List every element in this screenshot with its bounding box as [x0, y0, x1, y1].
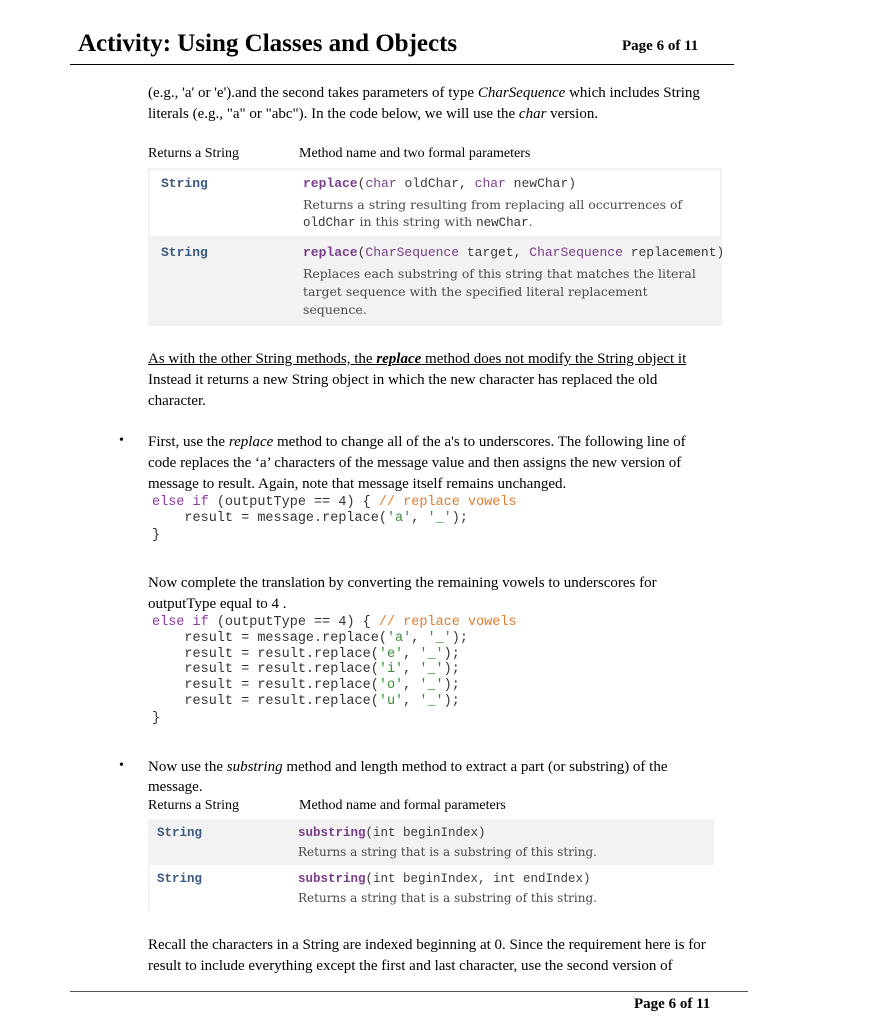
bullet-marker: • — [119, 433, 124, 448]
table2-row1-signature: substring(int beginIndex) — [298, 826, 486, 840]
bullet1-line-3: message to result. Again, note that message itself remains unchanged. — [148, 476, 567, 492]
table2-row1-return: String — [157, 826, 203, 840]
table1-row1-return: String — [161, 176, 208, 191]
bullet-marker: • — [119, 758, 124, 773]
code2-line-a: result = message.replace('a', '_'); — [152, 631, 468, 646]
complete-line-1: Now complete the translation by converting the remaining vowels to underscores for — [148, 575, 657, 591]
table1-col-method: Method name and two formal parameters — [299, 146, 531, 161]
table1-row2-desc-line3: sequence. — [303, 302, 367, 317]
code2-close: } — [152, 711, 161, 726]
bullet1-line-1: First, use the replace method to change all of the a's to underscores. The following line of — [148, 434, 686, 450]
table1-row1-signature: replace(char oldChar, char newChar) — [303, 176, 577, 191]
code1-line-2: result = message.replace('a', '_'); — [152, 511, 468, 526]
page-number-bottom: Page 6 of 11 — [634, 996, 711, 1012]
code2-line-1: else if (outputType == 4) { // replace vowels — [152, 615, 517, 630]
table1-row2-signature: replace(CharSequence target, CharSequence replacement) — [303, 245, 725, 260]
table1-row1-desc-line2: oldChar in this string with newChar. — [303, 214, 533, 230]
code2-line-u: result = result.replace('u', '_'); — [152, 694, 460, 709]
header-rule — [70, 64, 734, 65]
bullet2-line-2: message. — [148, 779, 203, 795]
intro-line-1: (e.g., 'a' or 'e').and the second takes parameters of type CharSequence which includes String — [148, 85, 700, 101]
table1-row1-desc-line1: Returns a string resulting from replacing all occurrences of — [303, 197, 683, 212]
recall-line-1: Recall the characters in a String are indexed beginning at 0. Since the requirement here is for — [148, 937, 706, 953]
code1-close: } — [152, 528, 161, 543]
recall-line-2: result to include everything except the first and last character, use the second version of — [148, 958, 673, 974]
table2-col-returns: Returns a String — [148, 798, 239, 813]
note-line-3: character. — [148, 393, 206, 409]
complete-line-2: outputType equal to 4 . — [148, 596, 287, 612]
intro-line-2: literals (e.g., "a" or "abc"). In the code below, we will use the char version. — [148, 106, 599, 122]
table2-row2-signature: substring(int beginIndex, int endIndex) — [298, 872, 591, 886]
table1-col-returns: Returns a String — [148, 146, 239, 161]
table2-row1-desc: Returns a string that is a substring of this string. — [298, 845, 597, 859]
code1-line-1: else if (outputType == 4) { // replace vowels — [152, 495, 517, 510]
note-line-1: As with the other String methods, the replace method does not modify the String object it — [148, 351, 687, 367]
code2-line-e: result = result.replace('e', '_'); — [152, 647, 460, 662]
code2-line-i: result = result.replace('i', '_'); — [152, 662, 460, 677]
table2-row2-desc: Returns a string that is a substring of this string. — [298, 891, 597, 905]
page-title: Activity: Using Classes and Objects — [78, 30, 458, 57]
table1-row2-desc-line1: Replaces each substring of this string that matches the literal — [303, 266, 696, 281]
table2-col-method: Method name and formal parameters — [299, 798, 506, 813]
bullet2-line-1: Now use the substring method and length method to extract a part (or substring) of the — [148, 759, 668, 775]
code2-line-o: result = result.replace('o', '_'); — [152, 678, 460, 693]
page-number-top: Page 6 of 11 — [622, 38, 699, 54]
footer-rule — [70, 991, 748, 992]
table1-row2-return: String — [161, 245, 208, 260]
table1-row2-desc-line2: target sequence with the specified literal replacement — [303, 284, 648, 299]
bullet1-line-2: code replaces the ‘a’ characters of the message value and then assigns the new version of — [148, 455, 682, 471]
note-line-2: Instead it returns a new String object in which the new character has replaced the old — [148, 372, 658, 388]
table2-row2-return: String — [157, 872, 203, 886]
